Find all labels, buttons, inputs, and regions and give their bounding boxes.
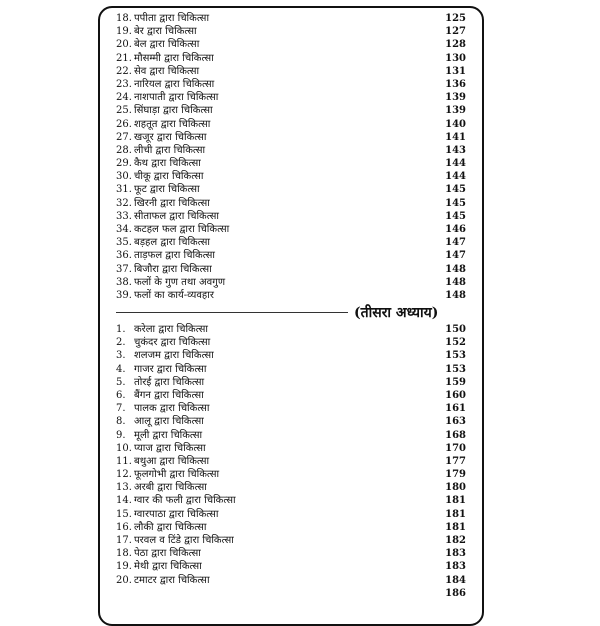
toc-entry: [116, 223, 466, 236]
entry-title: मूली द्वारा चिकित्सा: [134, 429, 203, 441]
entry-number: 37.: [116, 263, 132, 275]
entry-title: टमाटर द्वारा चिकित्सा: [134, 574, 210, 586]
toc-entry: [116, 197, 466, 210]
entry-page-number: 153: [445, 350, 466, 362]
toc-entry: [116, 376, 466, 389]
entry-number: 6.: [116, 389, 126, 401]
entry-title: शहतूत द्वारा चिकित्सा: [134, 118, 211, 130]
toc-entry: [116, 481, 466, 494]
entry-page-number: 139: [445, 92, 466, 104]
entry-page-number: 177: [445, 455, 466, 467]
entry-title: बैंगन द्वारा चिकित्सा: [134, 389, 204, 401]
entry-page-number: 180: [445, 482, 466, 494]
toc-entry: [116, 236, 466, 249]
entry-title: मौसम्मी द्वारा चिकित्सा: [134, 52, 214, 64]
entry-page-number: 148: [445, 276, 466, 288]
entry-page-number: 144: [445, 171, 466, 183]
toc-entry: [116, 276, 466, 289]
toc-entry: [116, 494, 466, 507]
entry-page-number: 150: [445, 324, 466, 335]
entry-title: ताड़फल द्वारा चिकित्सा: [134, 250, 215, 262]
entry-page-number: 181: [445, 521, 466, 533]
entry-title: फूट द्वारा चिकित्सा: [134, 184, 200, 196]
toc-entry: [116, 442, 466, 455]
toc-entry: [116, 12, 466, 25]
entry-number: 7.: [116, 403, 126, 415]
entry-number: 10.: [116, 442, 132, 454]
toc-entry: [116, 323, 466, 336]
entry-page-number: 183: [445, 548, 466, 560]
entry-number: 17.: [116, 535, 132, 546]
entry-title: ग्वारपाठा द्वारा चिकित्सा: [134, 508, 219, 520]
entry-number: 16.: [116, 521, 132, 533]
entry-page-number: 139: [445, 105, 466, 117]
entry-page-number: 153: [445, 363, 466, 375]
entry-title: अरबी द्वारा चिकित्सा: [134, 482, 207, 494]
entry-number: 3.: [116, 350, 126, 362]
entry-title: फलों का कार्य-व्यवहार: [134, 289, 214, 301]
entry-number: 22.: [116, 65, 132, 77]
entry-number: 19.: [116, 26, 132, 38]
entry-page-number: 127: [445, 26, 466, 38]
entry-page-number: 147: [445, 250, 466, 262]
entry-title: करेला द्वारा चिकित्सा: [134, 324, 208, 335]
entry-title: तोरई द्वारा चिकित्सा: [134, 376, 205, 388]
entry-number: 30.: [116, 171, 132, 183]
entry-number: 38.: [116, 276, 132, 288]
entry-number: 28.: [116, 144, 132, 156]
entry-page-number: 183: [445, 561, 466, 573]
entry-page-number: 143: [445, 144, 466, 156]
toc-entry: [116, 263, 466, 276]
entry-page-number: 179: [445, 469, 466, 481]
toc-entry: [116, 170, 466, 183]
entry-title: बेर द्वारा चिकित्सा: [134, 26, 197, 38]
toc-entry: [116, 574, 466, 587]
entry-number: 4.: [116, 363, 126, 375]
entry-title: पेठा द्वारा चिकित्सा: [134, 548, 201, 560]
entry-page-number: 140: [445, 118, 466, 130]
entry-page-number: 148: [445, 289, 466, 301]
entry-page-number: 168: [445, 429, 466, 441]
entry-page-number: 145: [445, 210, 466, 222]
entry-title: खजूर द्वारा चिकित्सा: [134, 131, 207, 143]
entry-page-number: 163: [445, 416, 466, 428]
entry-page-number: 136: [445, 78, 466, 90]
entry-page-number: 181: [445, 508, 466, 520]
entry-number: 21.: [116, 52, 132, 64]
entry-number: 15.: [116, 508, 132, 520]
entry-number: 20.: [116, 574, 132, 586]
entry-page-number: 131: [445, 65, 466, 77]
entry-number: 20.: [116, 39, 132, 51]
entry-number: 23.: [116, 78, 132, 90]
entry-page-number: 160: [445, 389, 466, 401]
toc-entry: [116, 534, 466, 547]
toc-entry: [116, 415, 466, 428]
entry-number: 9.: [116, 429, 126, 441]
entry-title: मेथी द्वारा चिकित्सा: [134, 561, 202, 573]
entry-page-number: 181: [445, 495, 466, 507]
entry-title: बथुआ द्वारा चिकित्सा: [134, 455, 210, 467]
entry-page-number: 182: [445, 535, 466, 546]
toc-entry: [116, 38, 466, 51]
entry-title: पपीता द्वारा चिकित्सा: [134, 13, 210, 24]
toc-entry: [116, 52, 466, 65]
entry-number: 27.: [116, 131, 132, 143]
entry-page-number: 145: [445, 184, 466, 196]
entry-number: 5.: [116, 376, 126, 388]
entry-page-number: 152: [445, 337, 466, 349]
entry-title: प्याज द्वारा चिकित्सा: [134, 442, 206, 454]
entry-title: कैथ द्वारा चिकित्सा: [134, 158, 201, 170]
toc-entry: [116, 91, 466, 104]
toc-entry: [116, 210, 466, 223]
entry-number: 25.: [116, 105, 132, 117]
entry-title: चीकू द्वारा चिकित्सा: [134, 171, 204, 183]
toc-entry: [116, 521, 466, 534]
toc-entry: [116, 25, 466, 38]
toc-entry: [116, 547, 466, 560]
entry-title: नारियल द्वारा चिकित्सा: [134, 78, 215, 90]
entry-number: 19.: [116, 561, 132, 573]
entry-title: परवल व टिंडे द्वारा चिकित्सा: [134, 535, 234, 546]
entry-page-number: 161: [445, 403, 466, 415]
toc-entry: [116, 144, 466, 157]
toc-entry: [116, 363, 466, 376]
entry-page-number: 145: [445, 197, 466, 209]
entry-number: 29.: [116, 158, 132, 170]
entry-number: 35.: [116, 237, 132, 249]
entry-title: सिंघाड़ा द्वारा चिकित्सा: [134, 105, 213, 117]
entry-title: चुकंदर द्वारा चिकित्सा: [134, 337, 211, 349]
entry-number: 39.: [116, 289, 132, 301]
section-divider-left: [116, 312, 348, 313]
toc-entry: [116, 455, 466, 468]
toc-entry: [116, 157, 466, 170]
toc-entry: [116, 429, 466, 442]
entry-page-number: 128: [445, 39, 466, 51]
toc-entry: [116, 402, 466, 415]
entry-number: 13.: [116, 482, 132, 494]
toc-entry: [116, 78, 466, 91]
entry-title: फलों के गुण तथा अवगुण: [134, 276, 226, 288]
entry-number: 36.: [116, 250, 132, 262]
entry-number: 1.: [116, 324, 126, 335]
toc-section-vegetables: [116, 323, 466, 600]
entry-number: 18.: [116, 13, 132, 24]
entry-number: 12.: [116, 469, 132, 481]
toc-entry: [116, 560, 466, 573]
section-heading: (तीसरा अध्याय): [354, 305, 439, 321]
entry-page-number: 159: [445, 376, 466, 388]
entry-title: फूलगोभी द्वारा चिकित्सा: [134, 469, 220, 481]
entry-title: शलजम द्वारा चिकित्सा: [134, 350, 214, 362]
entry-page-number: 125: [445, 13, 466, 24]
entry-title: गाजर द्वारा चिकित्सा: [134, 363, 207, 375]
toc-entry: [116, 118, 466, 131]
toc-section-fruits: [116, 12, 466, 302]
entry-title: सेव द्वारा चिकित्सा: [134, 65, 200, 77]
entry-title: सीताफल द्वारा चिकित्सा: [134, 210, 219, 222]
entry-number: 11.: [116, 455, 132, 467]
entry-page-number: 186: [445, 587, 466, 599]
entry-number: 31.: [116, 184, 132, 196]
entry-page-number: 184: [445, 574, 466, 586]
entry-number: 14.: [116, 495, 132, 507]
toc-entry: [116, 104, 466, 117]
entry-number: 8.: [116, 416, 126, 428]
entry-number: 26.: [116, 118, 132, 130]
entry-title: बेल द्वारा चिकित्सा: [134, 39, 200, 51]
entry-page-number: 141: [445, 131, 466, 143]
entry-page-number: 147: [445, 237, 466, 249]
entry-title: नाशपाती द्वारा चिकित्सा: [134, 92, 219, 104]
toc-entry: [116, 468, 466, 481]
entry-number: 32.: [116, 197, 132, 209]
entry-title: लौकी द्वारा चिकित्सा: [134, 521, 207, 533]
toc-entry: [116, 249, 466, 262]
toc-entry: [116, 65, 466, 78]
entry-number: 33.: [116, 210, 132, 222]
entry-page-number: 144: [445, 158, 466, 170]
entry-page-number: 146: [445, 224, 466, 235]
entry-page-number: 170: [445, 442, 466, 454]
entry-title: बड़हल द्वारा चिकित्सा: [134, 237, 210, 249]
entry-number: 34.: [116, 224, 132, 235]
toc-entry: [116, 336, 466, 349]
entry-page-number: 148: [445, 263, 466, 275]
toc-entry: [116, 587, 466, 600]
toc-entry: [116, 131, 466, 144]
entry-title: आलू द्वारा चिकित्सा: [134, 416, 204, 428]
entry-title: पालक द्वारा चिकित्सा: [134, 403, 210, 415]
entry-title: ग्वार की फली द्वारा चिकित्सा: [134, 495, 236, 507]
entry-title: कटहल फल द्वारा चिकित्सा: [134, 224, 230, 235]
toc-entry: [116, 508, 466, 521]
entry-number: 2.: [116, 337, 126, 349]
toc-entry: [116, 289, 466, 302]
entry-page-number: 130: [445, 52, 466, 64]
entry-title: खिरनी द्वारा चिकित्सा: [134, 197, 210, 209]
entry-title: लीची द्वारा चिकित्सा: [134, 144, 206, 156]
toc-entry: [116, 349, 466, 362]
toc-entry: [116, 389, 466, 402]
toc-entry: [116, 183, 466, 196]
entry-number: 24.: [116, 92, 132, 104]
entry-number: 18.: [116, 548, 132, 560]
entry-title: बिजौरा द्वारा चिकित्सा: [134, 263, 212, 275]
